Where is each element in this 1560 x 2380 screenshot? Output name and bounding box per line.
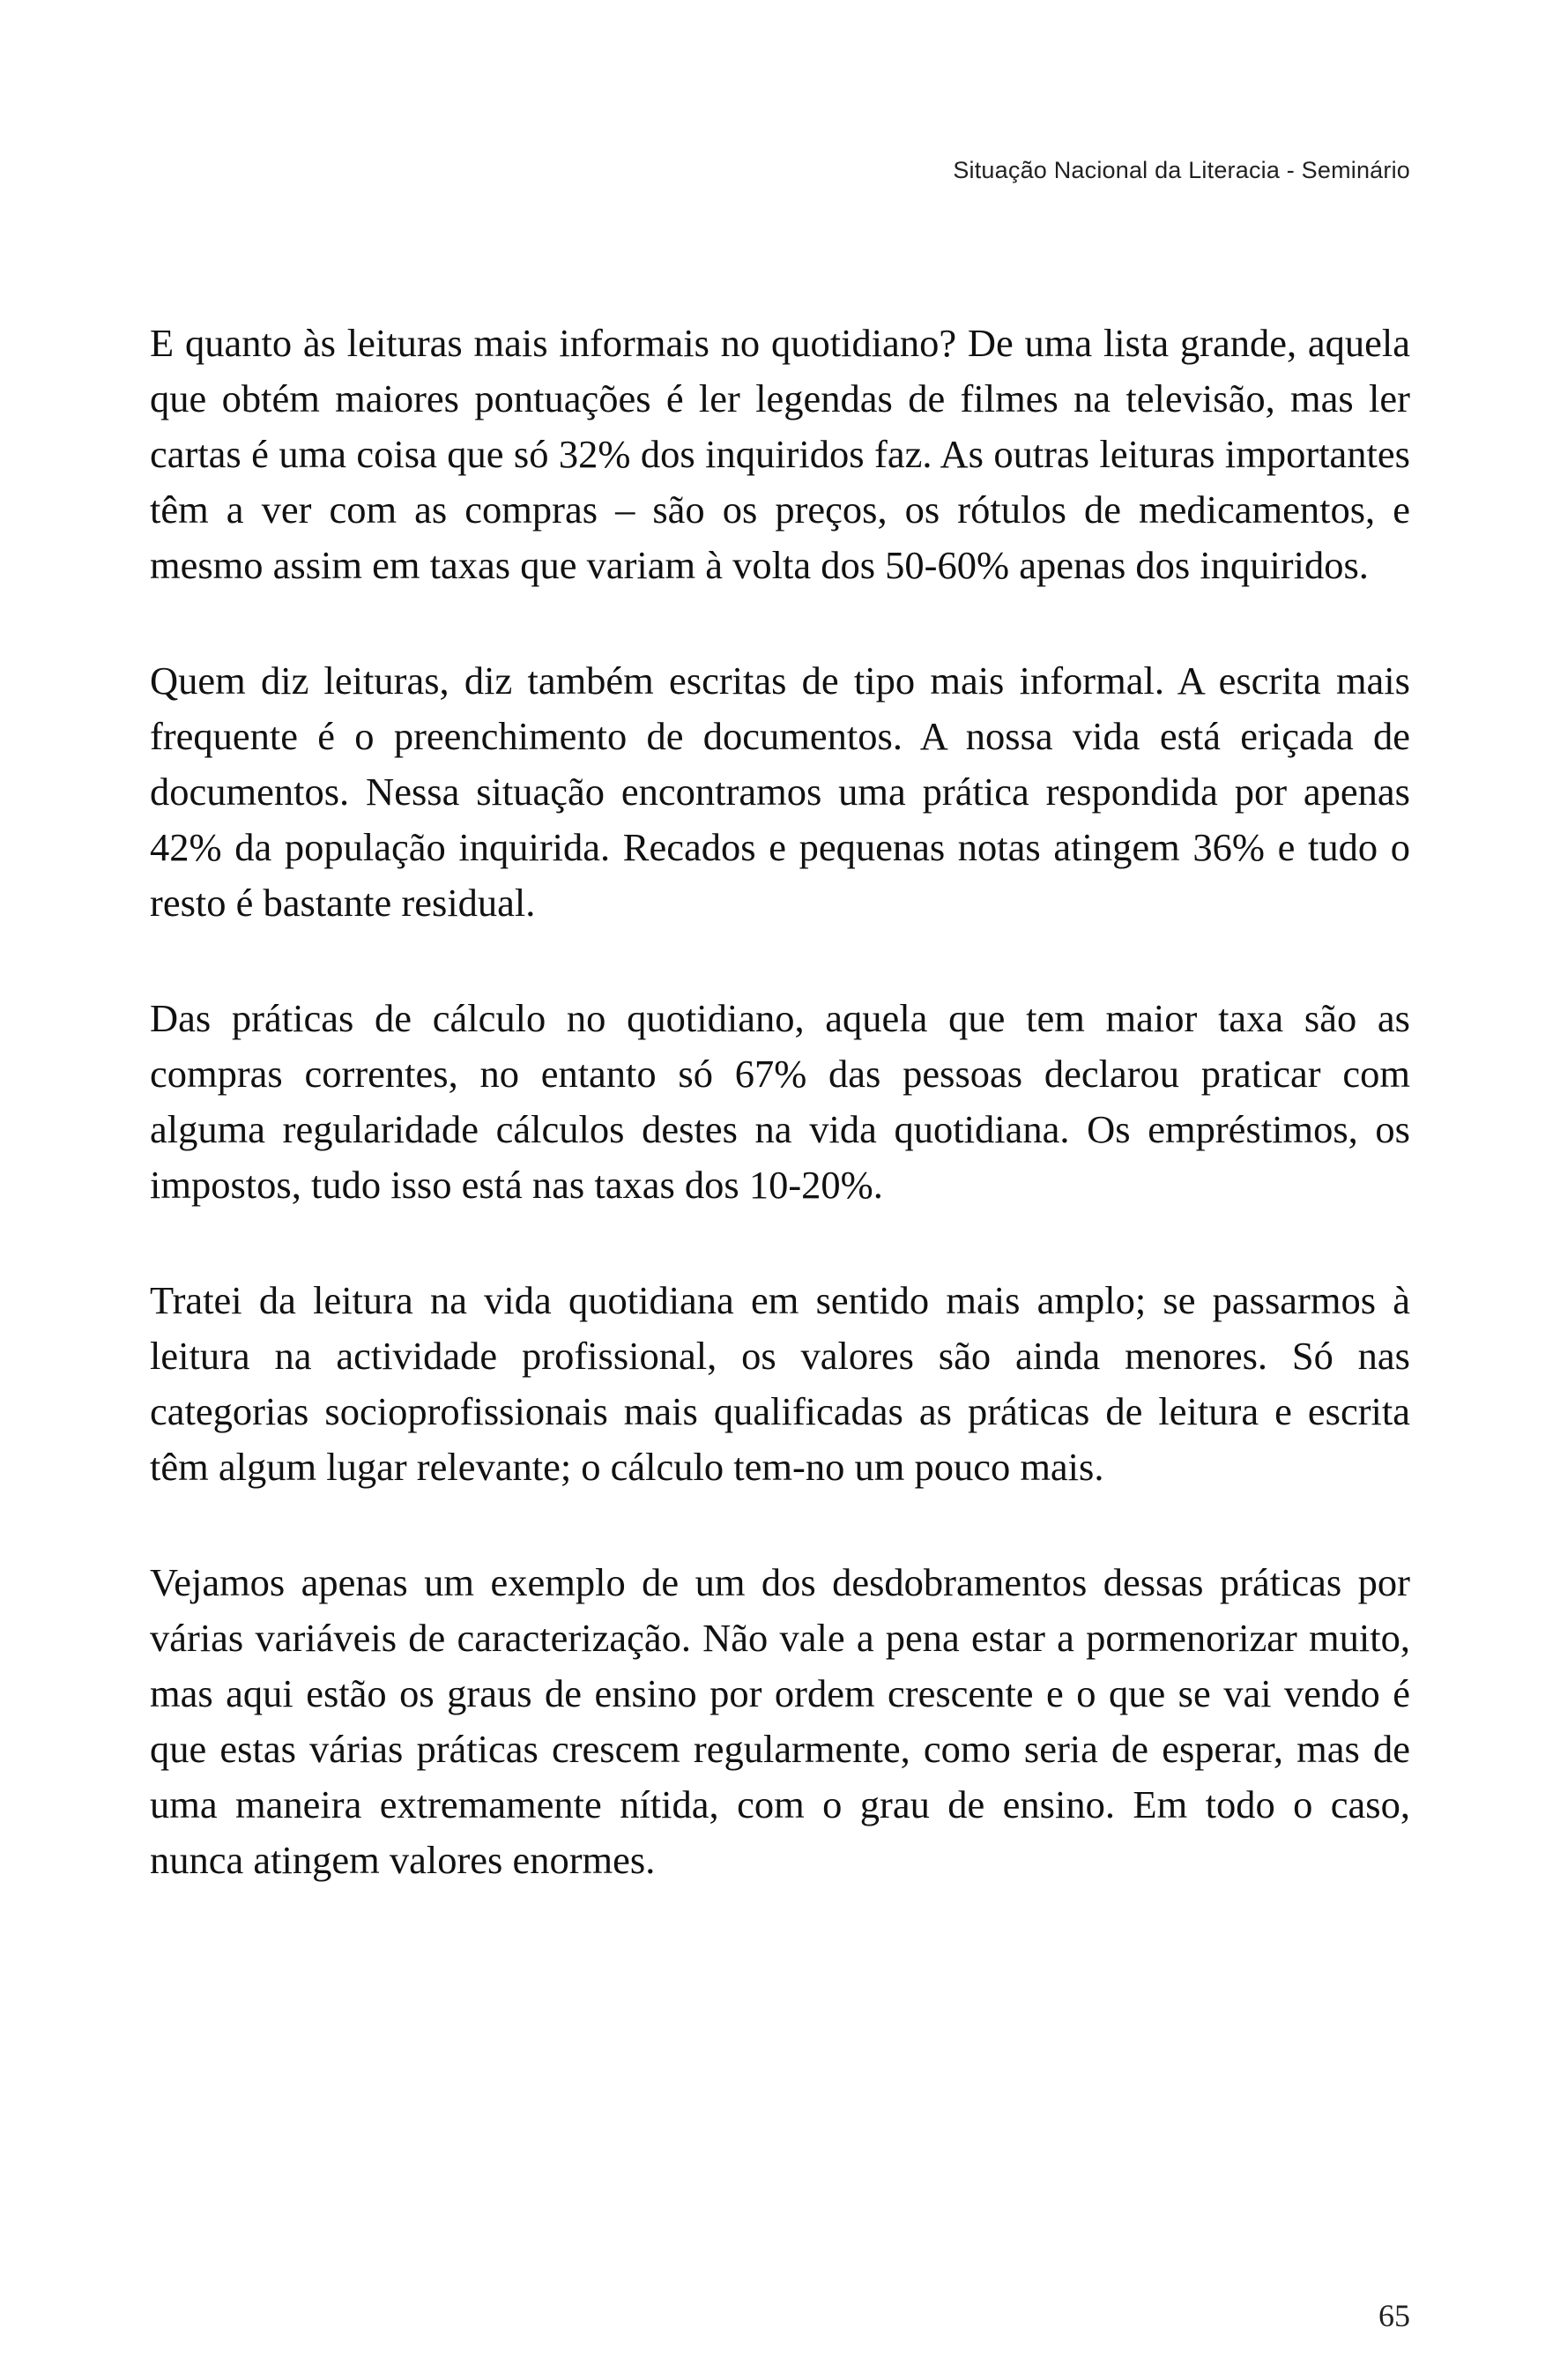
paragraph-1: E quanto às leituras mais informais no quotidiano? De uma lista grande, aquela que obtém maiores pontuações é ler legendas de filmes na televisão, mas ler cartas é uma coisa que só 32% dos inquiridos faz. As outras leituras importantes têm a ver com as compras – são os preços, os rótulos de medicamentos, e mesmo assim em taxas que variam à volta dos 50-60% apenas dos inquiridos. [150,321,1410,587]
body-text [150,316,1410,1888]
paragraph-4: Tratei da leitura na vida quotidiana em sentido mais amplo; se passarmos à leitura na actividade profissional, os valores são ainda menores. Só nas categorias socioprofissionais mais qualificadas as práticas de leitura e escrita têm algum lugar relevante; o cálculo tem-no um pouco mais. [150,1278,1410,1489]
paragraph-2: Quem diz leituras, diz também escritas de tipo mais informal. A escrita mais frequente é o preenchimento de documentos. A nossa vida está eriçada de documentos. Nessa situação encontramos uma prática respondida por apenas 42% da população inquirida. Recados e pequenas notas atingem 36% e tudo o resto é bastante residual. [150,658,1410,925]
paragraph-5: Vejamos apenas um exemplo de um dos desdobramentos dessas práticas por várias variáveis de caracterização. Não vale a pena estar a pormenorizar muito, mas aqui estão os graus de ensino por ordem crescente e o que se vai vendo é que estas várias práticas crescem regularmente, como seria de esperar, mas de uma maneira extremamente nítida, com o grau de ensino. Em todo o caso, nunca atingem valores enormes. [150,1560,1410,1882]
running-header: Situação Nacional da Literacia - Seminário [953,157,1410,183]
page-number: 65 [1378,2298,1410,2333]
paragraph-3: Das práticas de cálculo no quotidiano, aquela que tem maior taxa são as compras correntes, no entanto só 67% das pessoas declarou praticar com alguma regularidade cálculos destes na vida quotidiana. Os empréstimos, os impostos, tudo isso está nas taxas dos 10-20%. [150,996,1410,1207]
